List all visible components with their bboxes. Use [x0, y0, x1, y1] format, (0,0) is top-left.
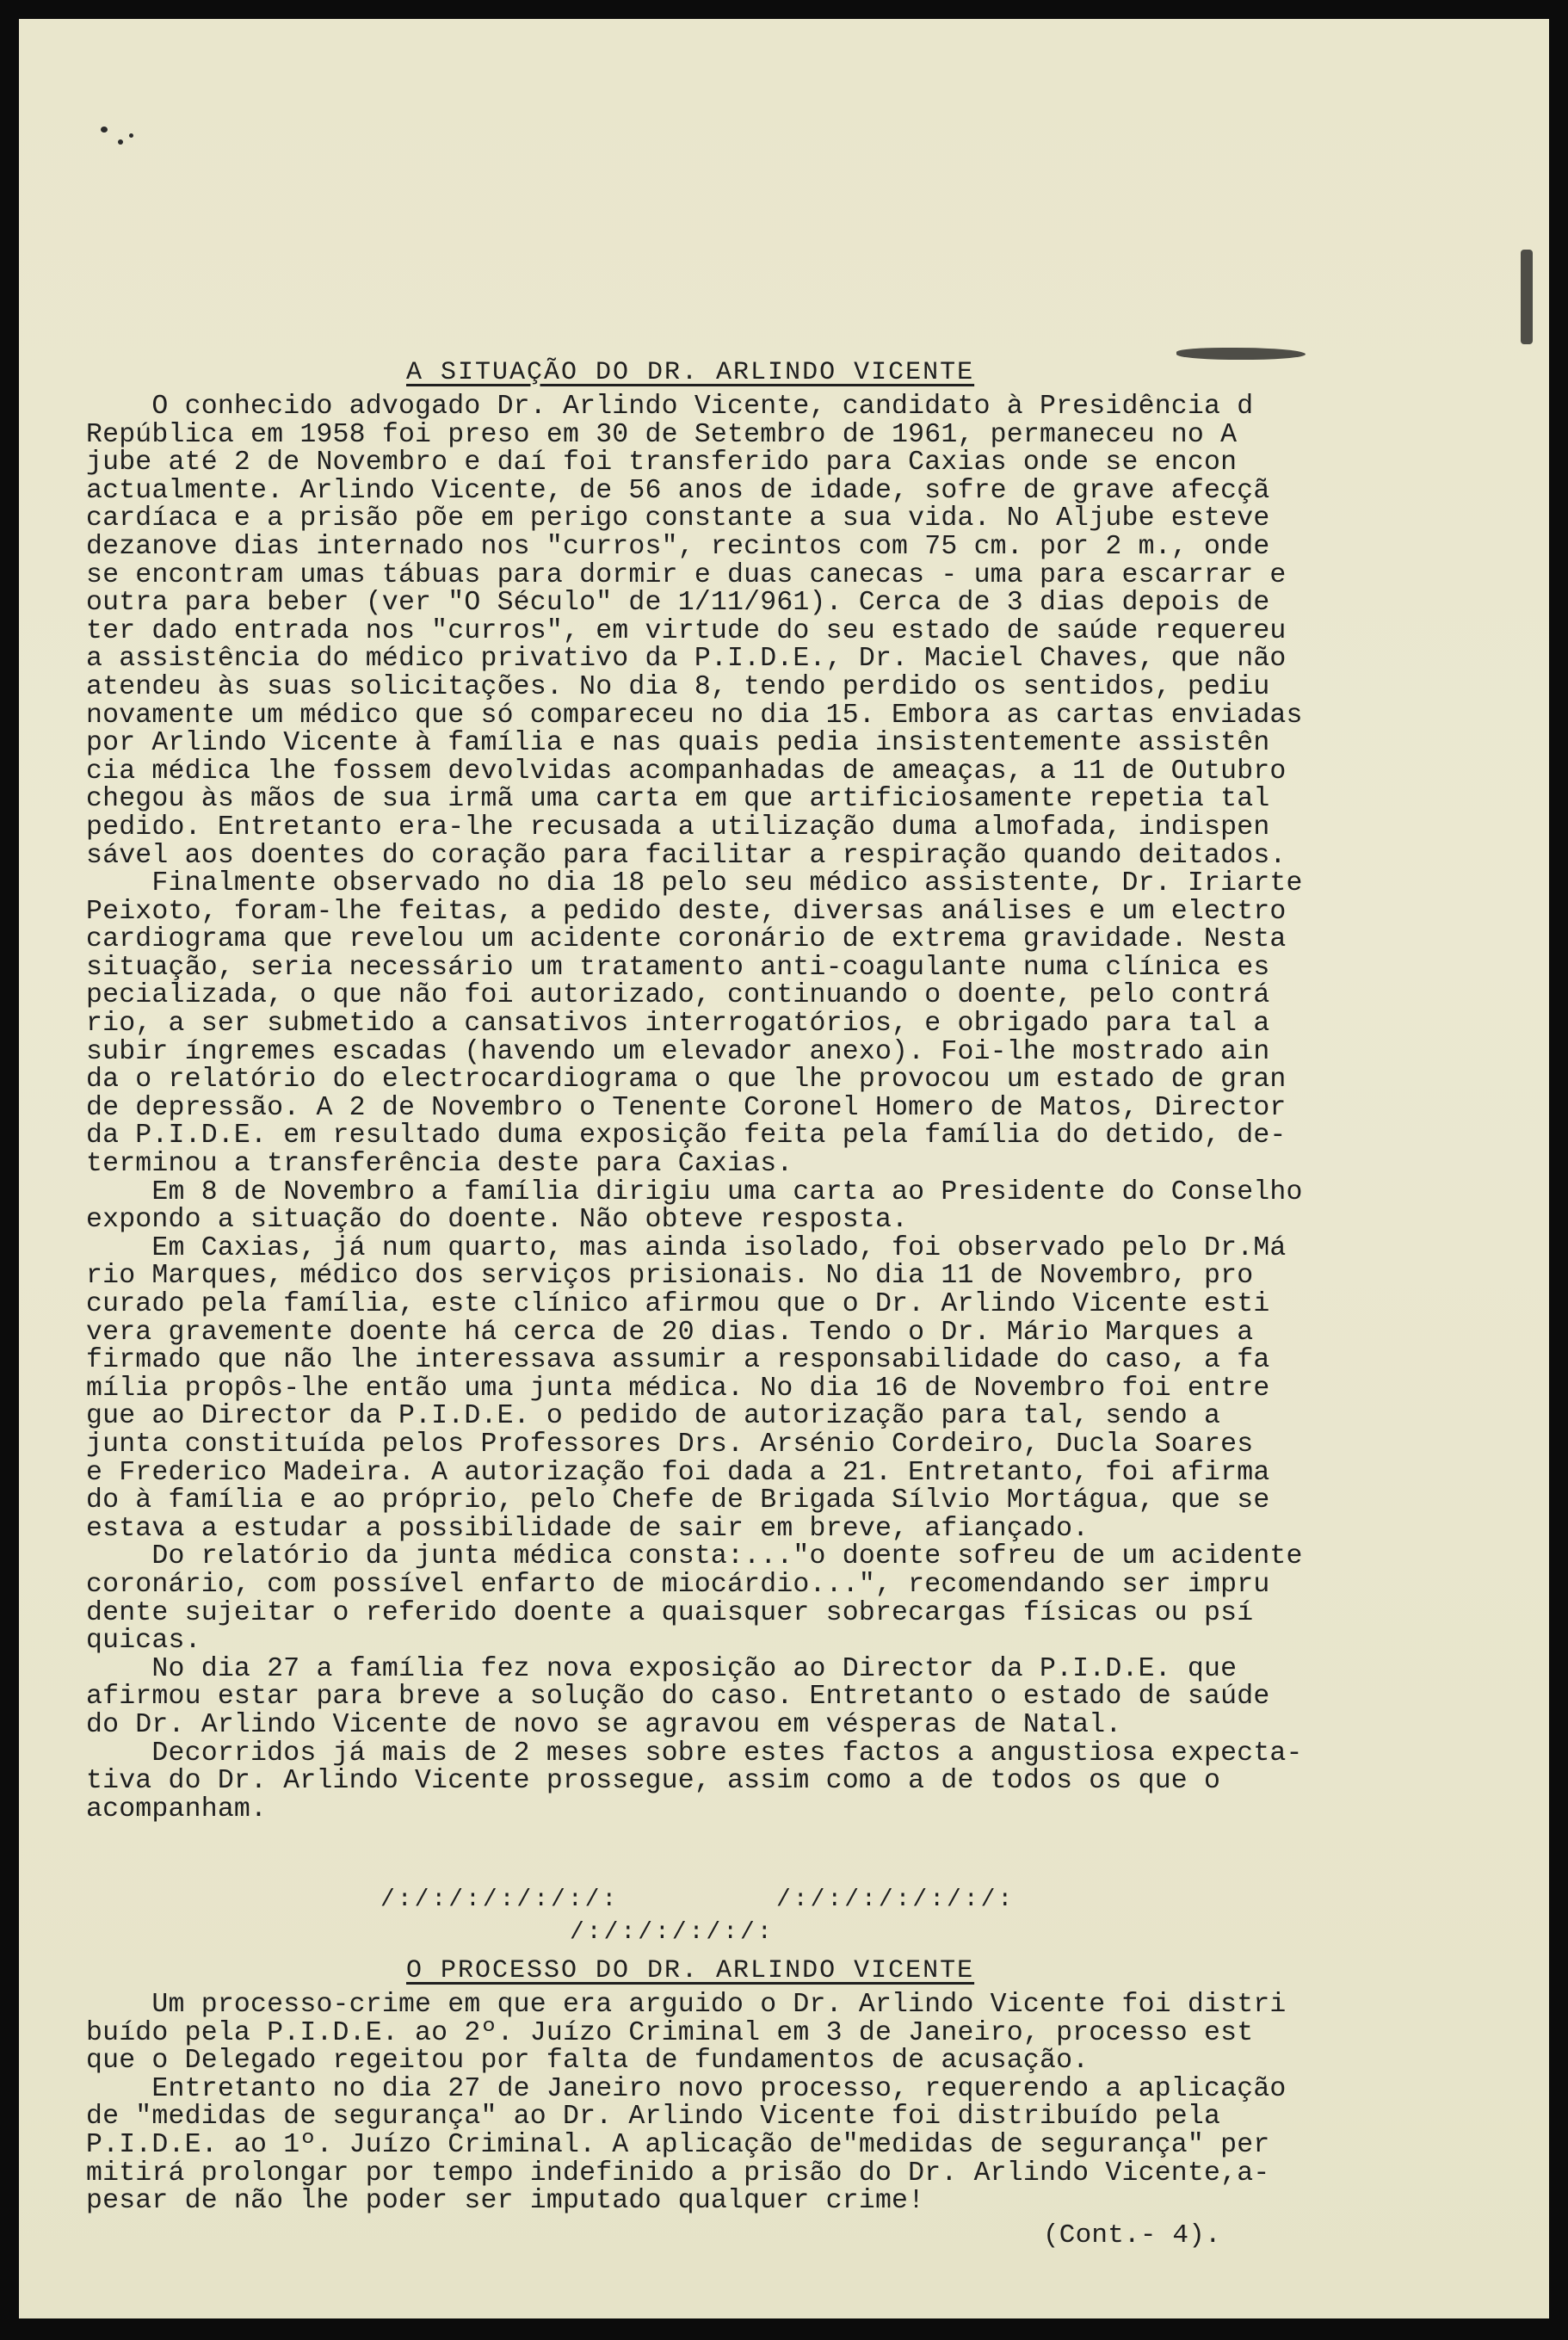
- typed-line: afirmou estar para breve a solução do caso. Entretanto o estado de saúde: [86, 1682, 1270, 1713]
- typed-line: estava a estudar a possibilidade de sair em breve, afiançado.: [86, 1513, 1090, 1544]
- typed-line: No dia 27 a família fez nova exposição ao Director da P.I.D.E. que: [86, 1653, 1238, 1684]
- ink-smudge: [1521, 250, 1533, 344]
- typed-line: tiva do Dr. Arlindo Vicente prossegue, assim como a de todos os que o: [86, 1766, 1221, 1797]
- typed-line: cardíaca e a prisão põe em perigo constante a sua vida. No Aljube esteve: [86, 503, 1270, 534]
- typed-line: cia médica lhe fossem devolvidas acompanhadas de ameaças, a 11 de Outubro: [86, 756, 1287, 787]
- typed-line: buído pela P.I.D.E. ao 2º. Juízo Criminal em 3 de Janeiro, processo est: [86, 2017, 1254, 2048]
- typed-line: pecializada, o que não foi autorizado, continuando o doente, pelo contrá: [86, 980, 1270, 1011]
- typed-line: por Arlindo Vicente à família e nas quais pedia insistentemente assistên: [86, 728, 1270, 759]
- ink-speck: [129, 133, 133, 138]
- typed-line: Peixoto, foram-lhe feitas, a pedido deste, diversas análises e um electro: [86, 896, 1287, 927]
- typed-line: sável aos doentes do coração para facilitar a respiração quando deitados.: [86, 840, 1287, 871]
- typed-line: firmado que não lhe interessava assumir a responsabilidade do caso, a fa: [86, 1345, 1270, 1376]
- document-page: [19, 19, 1549, 2318]
- typed-line: e Frederico Madeira. A autorização foi dada a 21. Entretanto, foi afirma: [86, 1457, 1270, 1488]
- typed-line: Finalmente observado no dia 18 pelo seu médico assistente, Dr. Iriarte: [86, 868, 1303, 899]
- typed-line: Um processo-crime em que era arguido o Dr. Arlindo Vicente foi distri: [86, 1990, 1287, 2020]
- separator-line: /:/:/:/:/:/:/:: [776, 1886, 1015, 1913]
- typed-line: curado pela família, este clínico afirmou que o Dr. Arlindo Vicente esti: [86, 1289, 1270, 1319]
- typed-line: atendeu às suas solicitações. No dia 8, tendo perdido os sentidos, pediu: [86, 671, 1270, 702]
- typed-line: dente sujeitar o referido doente a quaisquer sobrecargas físicas ou psí: [86, 1597, 1254, 1628]
- ink-speck: [118, 139, 123, 145]
- ink-speck: [101, 127, 108, 133]
- typed-line: outra para beber (ver "O Século" de 1/11/961). Cerca de 3 dias depois de: [86, 588, 1270, 619]
- section-process-body: [86, 1991, 1287, 2216]
- typed-line: P.I.D.E. ao 1º. Juízo Criminal. A aplicação de"medidas de segurança" per: [86, 2129, 1270, 2160]
- typed-line: Entretanto no dia 27 de Janeiro novo processo, requerendo a aplicação: [86, 2073, 1287, 2104]
- typed-line: quicas.: [86, 1626, 201, 1657]
- typed-line: rio Marques, médico dos serviços prisionais. No dia 11 de Novembro, pro: [86, 1261, 1254, 1292]
- section-situation-body: [86, 393, 1303, 1824]
- typed-line: de depressão. A 2 de Novembro o Tenente Coronel Homero de Matos, Director: [86, 1092, 1287, 1123]
- typed-line: de "medidas de segurança" ao Dr. Arlindo Vicente foi distribuído pela: [86, 2102, 1221, 2133]
- typed-line: coronário, com possível enfarto de miocárdio...", recomendando ser impru: [86, 1569, 1270, 1600]
- typed-line: dezanove dias internado nos "curros", recintos com 75 cm. por 2 m., onde: [86, 531, 1270, 562]
- typed-line: O conhecido advogado Dr. Arlindo Vicente, candidato à Presidência d: [86, 392, 1254, 422]
- typed-line: a assistência do médico privativo da P.I.D.E., Dr. Maciel Chaves, que não: [86, 644, 1287, 675]
- typed-line: actualmente. Arlindo Vicente, de 56 anos de idade, sofre de grave afecçã: [86, 475, 1270, 506]
- typed-line: República em 1958 foi preso em 30 de Setembro de 1961, permaneceu no A: [86, 419, 1238, 450]
- typed-line: situação, seria necessário um tratamento anti-coagulante numa clínica es: [86, 952, 1270, 983]
- continuation-note: (Cont.- 4).: [1043, 2220, 1221, 2250]
- typed-line: do Dr. Arlindo Vicente de novo se agravou em vésperas de Natal.: [86, 1709, 1122, 1740]
- typed-line: cardiograma que revelou um acidente coronário de extrema gravidade. Nesta: [86, 924, 1287, 955]
- typed-line: vera gravemente doente há cerca de 20 dias. Tendo o Dr. Mário Marques a: [86, 1317, 1254, 1348]
- typed-line: terminou a transferência deste para Caxias.: [86, 1149, 793, 1180]
- typed-line: Decorridos já mais de 2 meses sobre estes factos a angustiosa expecta-: [86, 1738, 1303, 1769]
- typed-line: Do relatório da junta médica consta:..."o doente sofreu de um acidente: [86, 1541, 1303, 1572]
- typed-line: pesar de não lhe poder ser imputado qualquer crime!: [86, 2186, 925, 2217]
- typed-line: pedido. Entretanto era-lhe recusada a utilização duma almofada, indispen: [86, 812, 1270, 843]
- typed-line: que o Delegado regeitou por falta de fundamentos de acusação.: [86, 2046, 1090, 2077]
- typed-line: chegou às mãos de sua irmã uma carta em que artificiosamente repetia tal: [86, 784, 1270, 815]
- heading-situation: A SITUAÇÃO DO DR. ARLINDO VICENTE: [406, 358, 975, 387]
- typed-line: se encontram umas tábuas para dormir e duas canecas - uma para escarrar e: [86, 559, 1287, 590]
- ink-smudge: [1176, 348, 1306, 360]
- typed-line: Em Caxias, já num quarto, mas ainda isolado, foi observado pelo Dr.Má: [86, 1232, 1287, 1263]
- heading-process: O PROCESSO DO DR. ARLINDO VICENTE: [406, 1956, 975, 1985]
- separator-line: /:/:/:/:/:/:: [570, 1919, 775, 1946]
- typed-line: da P.I.D.E. em resultado duma exposição feita pela família do detido, de-: [86, 1121, 1287, 1151]
- typed-line: acompanham.: [86, 1794, 268, 1824]
- typed-line: mitirá prolongar por tempo indefinido a prisão do Dr. Arlindo Vicente,a-: [86, 2158, 1270, 2189]
- typed-line: novamente um médico que só compareceu no dia 15. Embora as cartas enviadas: [86, 700, 1303, 731]
- typed-line: subir íngremes escadas (havendo um elevador anexo). Foi-lhe mostrado ain: [86, 1036, 1270, 1067]
- typed-line: Em 8 de Novembro a família dirigiu uma carta ao Presidente do Conselho: [86, 1176, 1303, 1207]
- typed-line: da o relatório do electrocardiograma o que lhe provocou um estado de gran: [86, 1065, 1287, 1096]
- typed-line: ter dado entrada nos "curros", em virtude do seu estado de saúde requereu: [86, 615, 1287, 646]
- typed-line: junta constituída pelos Professores Drs. Arsénio Cordeiro, Ducla Soares: [86, 1429, 1254, 1460]
- typed-line: jube até 2 de Novembro e daí foi transferido para Caxias onde se encon: [86, 448, 1238, 478]
- typed-line: do à família e ao próprio, pelo Chefe de Brigada Sílvio Mortágua, que se: [86, 1485, 1270, 1516]
- typed-line: mília propôs-lhe então uma junta médica. No dia 16 de Novembro foi entre: [86, 1373, 1270, 1404]
- typed-line: rio, a ser submetido a cansativos interrogatórios, e obrigado para tal a: [86, 1009, 1270, 1040]
- typed-line: expondo a situação do doente. Não obteve resposta.: [86, 1205, 909, 1236]
- separator-line: /:/:/:/:/:/:/:: [380, 1886, 620, 1913]
- typed-line: gue ao Director da P.I.D.E. o pedido de autorização para tal, sendo a: [86, 1401, 1221, 1432]
